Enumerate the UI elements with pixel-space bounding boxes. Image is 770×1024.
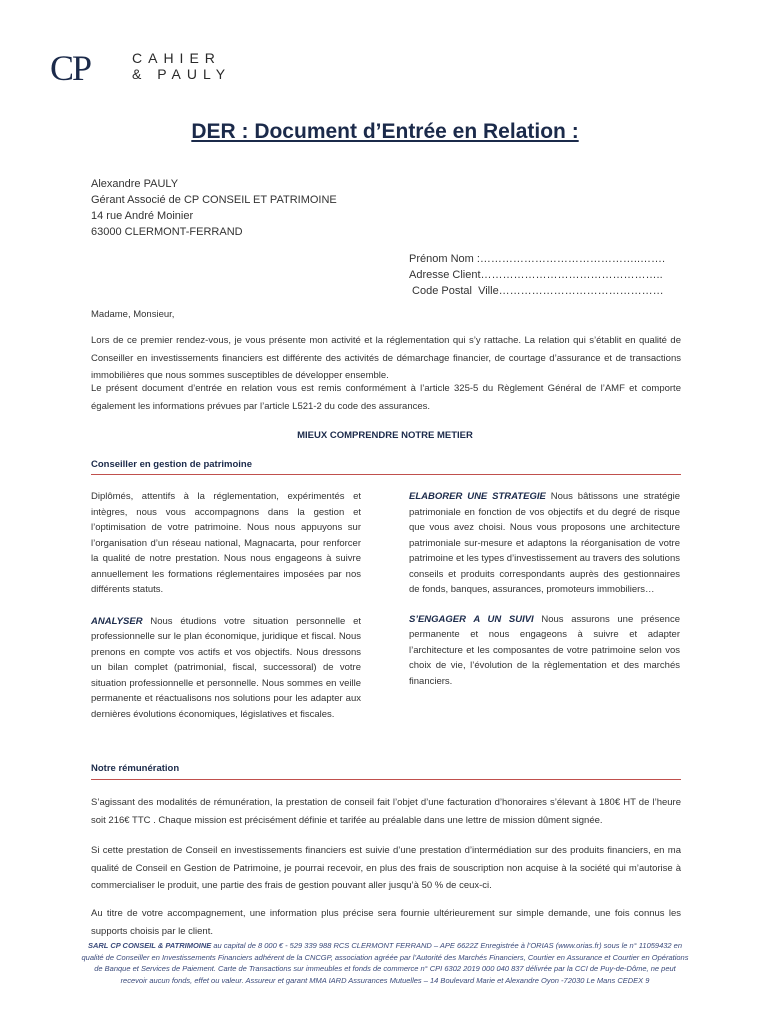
logo-line-2: & PAULY [132, 66, 232, 82]
section-heading-cgp: Conseiller en gestion de patrimoine [91, 459, 253, 470]
company-logo-mark: CP [50, 48, 91, 88]
analyser-text: Nous étudions votre situation personnelle et professionnelle sur le plan économique, juridique et fiscal. Nous prenons en compte vos actifs et vos objectifs. Nous dressons un bilan complet (patrimonial, fiscal, successoral) de votre situation professionnelle et personnelle. Nous sommes en veille permanente et réactualisons nos solutions pour les adapter aux dernières évolutions économiques, législatives et fiscales. [91, 615, 361, 720]
sender-role: Gérant Associé de CP CONSEIL ET PATRIMOINE [91, 194, 337, 206]
company-logo-text [132, 50, 231, 82]
left-paragraph-2 [91, 614, 361, 723]
logo-line-1: CAHIER [132, 50, 221, 66]
legal-footer [80, 940, 690, 986]
left-paragraph-1: Diplômés, attentifs à la réglementation, expérimentés et intègres, nous vous accompagnons dans la gestion et l’optimisation de votre patrimoine. Nous nous appuyons sur l’organisation d’un réseau national, Magnacarta, pour renforcer la qualité de notre prestation. Nous nous engageons à suivre annuellement les formations réglementaires imposées par nos différents statuts. [91, 491, 361, 595]
right-paragraph-2 [409, 612, 680, 690]
footer-company: SARL CP CONSEIL & PATRIMOINE [87, 941, 212, 950]
section-heading-remuneration: Notre rémunération [91, 763, 180, 774]
sender-name: Alexandre PAULY [91, 178, 179, 190]
document-title: DER : Document d’Entrée en Relation : [191, 120, 579, 143]
strategie-text: Nous bâtissons une stratégie patrimoniale en fonction de vos objectifs et du degré de risque que vous avez choisi. Nous vous proposons une architecture patrimoniale sur-mesure et adaptons la réorganisation de votre patrimoine et les types d’investissement au travers des solutions conseils et produits correspondants auprès des gestionnaires de fonds, banques, assurances, promoteurs immobiliers… [409, 491, 681, 595]
strategie-keyword: ELABORER UNE STRATEGIE [409, 491, 546, 502]
intro-paragraph-2: Le présent document d’entrée en relation vous est remis conformément à l’article 325-5 du Règlement Général de l’AMF et comporte également les informations prévues par l’article L521-2 du code des assurances. [91, 383, 681, 412]
client-name-field: Prénom Nom :……………………………………..……. [409, 253, 666, 265]
suivi-text: Nous assurons une présence permanente et nous engageons à suivre et adapter l’architecture et les composantes de votre patrimoine selon vos choix de vie, l’évolution de la règlementation et des marchés financiers. [409, 613, 680, 687]
section-heading-metier: MIEUX COMPRENDRE NOTRE METIER [297, 430, 473, 441]
right-column [409, 489, 680, 689]
analyser-keyword: ANALYSER [91, 615, 143, 627]
remuneration-paragraph-3: Au titre de votre accompagnement, une information plus précise sera fournie ultérieurement sur simple demande, une fois connus les supports choisis par le client. [91, 908, 681, 937]
client-fields [409, 251, 665, 299]
remuneration-paragraph-2: Si cette prestation de Conseil en investissements financiers est suivie d’une prestation d’intermédiation sur des produits financiers, en ma qualité de Conseil en Gestion de Patrimoine, je pourrai recevoir, en plus des frais de souscription non acquise à la société qui m’autorise à commercialiser le produit, une partie des frais de gestion pouvant aller jusqu’à 50 % de ceux-ci. [91, 845, 681, 891]
footer-legal-text: au capital de 8 000 € - 529 339 988 RCS CLERMONT FERRAND – APE 6622Z Enregistrée à l’ORIAS (www.orias.fr) sous le n° 11059432 en qualité de Conseiller en Investissements Financiers adhérent de la CNCGP, association agréée par l’Autorité des Marchés Financiers, Courtier en Assurance et Courtier en Opérations de Banque et Services de Paiement. Carte de Transactions sur immeubles et fonds de commerce n° CPI 6302 2019 000 040 837 délivrée par la CCI de Puy-de-Dôme, ne peut recevoir aucun fonds, effet ou valeur. Assureur et garant MMA IARD Assurances Mutuelles – 14 Boulevard Marie et Alexandre Oyon -72030 Le Mans CEDEX 9 [81, 941, 689, 985]
sender-city: 63000 CLERMONT-FERRAND [91, 226, 243, 238]
section-divider-2 [91, 779, 681, 780]
intro-paragraph-1: Lors de ce premier rendez-vous, je vous présente mon activité et la réglementation qui s’y rattache. La relation qui s’établit en qualité de Conseiller en investissements financiers est différente des activités de démarchage financier, de courtage d’assurance et de transactions immobilières que nous sommes susceptibles de développer ensemble. [91, 335, 681, 381]
salutation: Madame, Monsieur, [91, 309, 175, 320]
suivi-keyword: S’ENGAGER A UN SUIVI [409, 613, 534, 625]
client-city-field: Code Postal Ville……………………………………… [409, 285, 664, 297]
remuneration-paragraph-1: S’agissant des modalités de rémunération, la prestation de conseil fait l’objet d’une facturation d’honoraires s’élevant à 180€ HT de l’heure soit 216€ TTC . Chaque mission est précisément définie et tarifée au préalable dans une lettre de mission dûment signée. [91, 797, 681, 826]
sender-address [91, 176, 337, 240]
client-address-field: Adresse Client………………………………………….. [409, 269, 663, 281]
sender-street: 14 rue André Moinier [91, 210, 194, 222]
left-column [91, 489, 361, 722]
right-paragraph-1 [409, 489, 680, 598]
section-divider [91, 474, 681, 475]
